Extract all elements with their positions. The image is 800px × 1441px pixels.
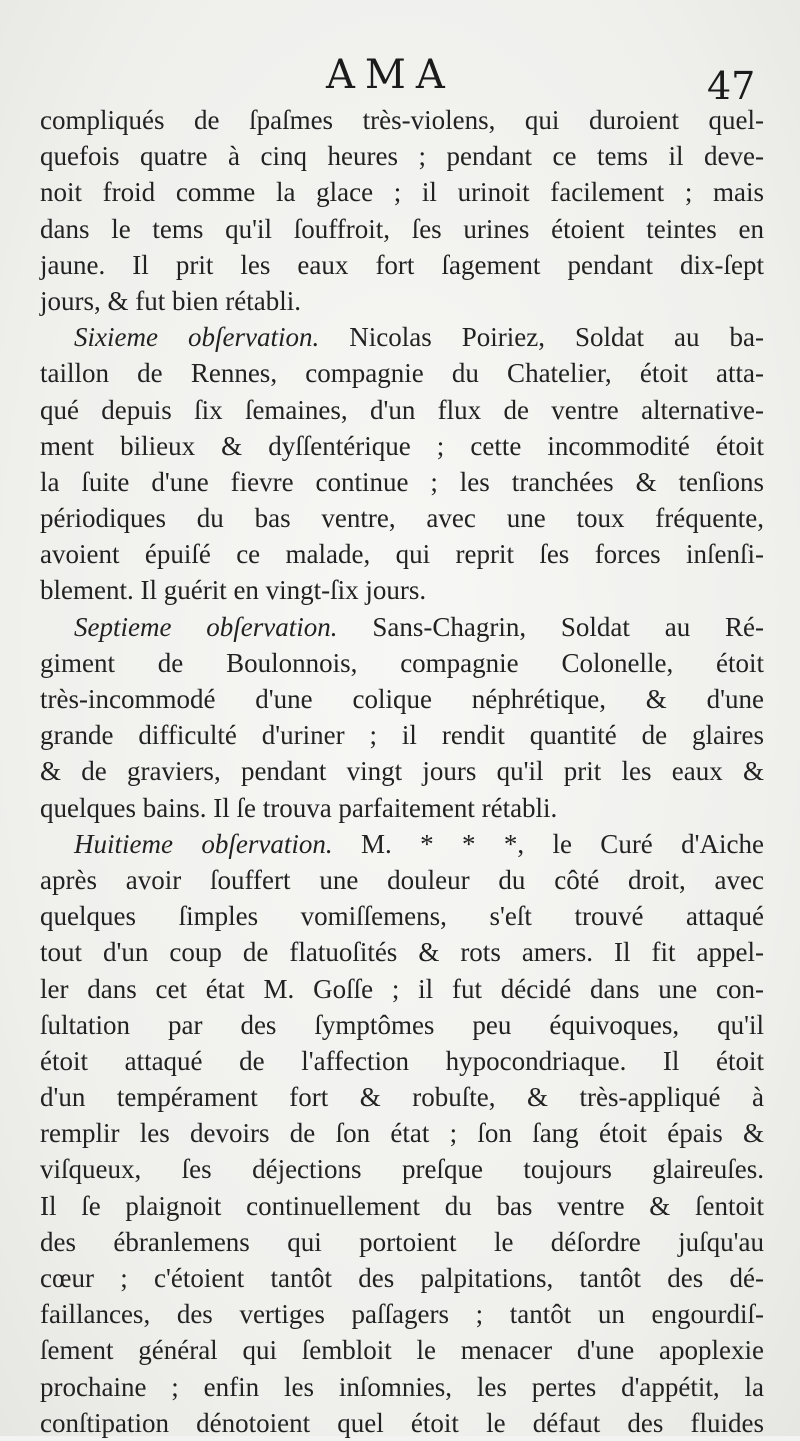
text-line: jaune. Il prit les eaux fort ſagement pendant dix-ſept xyxy=(40,249,764,280)
page-number: 47 xyxy=(707,64,756,108)
text-line: Il ſe plaignoit continuellement du bas ventre & ſentoit xyxy=(40,1190,764,1221)
observation-heading: Huitieme obſervation. xyxy=(74,828,333,859)
text-line: grande difficulté d'uriner ; il rendit quantité de glaires xyxy=(40,720,764,751)
text-line: quelques bains. Il ſe trouva parfaitement rétabli. xyxy=(40,792,558,823)
text-line: & de graviers, pendant vingt jours qu'il prit les eaux & xyxy=(40,756,764,787)
text-line: étoit attaqué de l'affection hypocondriaque. Il étoit xyxy=(40,1045,764,1076)
text-line: ſultation par des ſymptômes peu équivoques, qu'il xyxy=(40,1009,764,1040)
text-line: très-incommodé d'une colique néphrétique, & d'une xyxy=(40,684,764,714)
text-line: viſqueux, ſes déjections preſque toujours glaireuſes. xyxy=(40,1154,764,1185)
text-line: quelques ſimples vomiſſemens, s'eſt trouvé attaqué xyxy=(40,901,764,932)
running-head: AMA xyxy=(326,52,455,98)
text-line: dans le tems qu'il ſouffroit, ſes urines étoient teintes en xyxy=(40,213,764,244)
text-line: taillon de Rennes, compagnie du Chatelier, étoit atta- xyxy=(40,358,764,389)
text-line: qué depuis ſix ſemaines, d'un flux de ventre alternative- xyxy=(40,394,764,425)
text-line: conſtipation dénotoient quel étoit le défaut des fluides xyxy=(40,1407,764,1438)
text-line: compliqués de ſpaſmes très-violens, qui duroient quel- xyxy=(40,105,764,135)
text-line: d'un tempérament fort & robuſte, & très-appliqué à xyxy=(40,1082,764,1113)
paragraph-first-line xyxy=(40,609,764,645)
body-text xyxy=(40,102,764,1441)
text-line: tout d'un coup de flatuoſités & rots amers. Il fit appel- xyxy=(40,937,764,968)
text-line: ment bilieux & dyſſentérique ; cette incommodité étoit xyxy=(40,430,764,461)
text-line: prochaine ; enfin les inſomnies, les pertes d'appétit, la xyxy=(40,1371,764,1402)
paragraph-first-line xyxy=(40,826,764,862)
text-line: la ſuite d'une fievre continue ; les tranchées & tenſions xyxy=(40,466,764,497)
text-line: noit froid comme la glace ; il urinoit facilement ; mais xyxy=(40,177,764,208)
text-run: Sans-Chagrin, Soldat au Ré- xyxy=(372,611,765,642)
text-line: ler dans cet état M. Goſſe ; il fut décidé dans une con- xyxy=(40,973,764,1004)
text-line: giment de Boulonnois, compagnie Colonelle, étoit xyxy=(40,647,764,678)
text-line: jours, & fut bien rétabli. xyxy=(40,285,301,316)
text-line: ſement général qui ſembloit le menacer d'une apoplexie xyxy=(40,1335,764,1366)
page-header xyxy=(0,52,800,108)
text-line: blement. Il guérit en vingt-ſix jours. xyxy=(40,575,427,606)
text-line: faillances, des vertiges paſſagers ; tantôt un engourdiſ- xyxy=(40,1299,764,1330)
paragraph-first-line xyxy=(40,319,764,355)
text-line: avoient épuiſé ce malade, qui reprit ſes forces inſenſi- xyxy=(40,539,764,570)
text-line: quefois quatre à cinq heures ; pendant ce tems il deve- xyxy=(40,141,764,172)
text-line: cœur ; c'étoient tantôt des palpitations, tantôt des dé- xyxy=(40,1263,764,1293)
text-run: Nicolas Poiriez, Soldat au ba- xyxy=(349,322,765,353)
text-line: remplir les devoirs de ſon état ; ſon ſang étoit épais & xyxy=(40,1118,764,1149)
text-line: après avoir ſouffert une douleur du côté droit, avec xyxy=(40,864,764,895)
text-line: périodiques du bas ventre, avec une toux fréquente, xyxy=(40,503,764,534)
text-line: des ébranlemens qui portoient le déſordre juſqu'au xyxy=(40,1226,764,1257)
observation-heading: Septieme obſervation. xyxy=(74,611,338,642)
observation-heading: Sixieme obſervation. xyxy=(74,322,320,353)
text-run: M. * * *, le Curé d'Aiche xyxy=(360,828,765,859)
